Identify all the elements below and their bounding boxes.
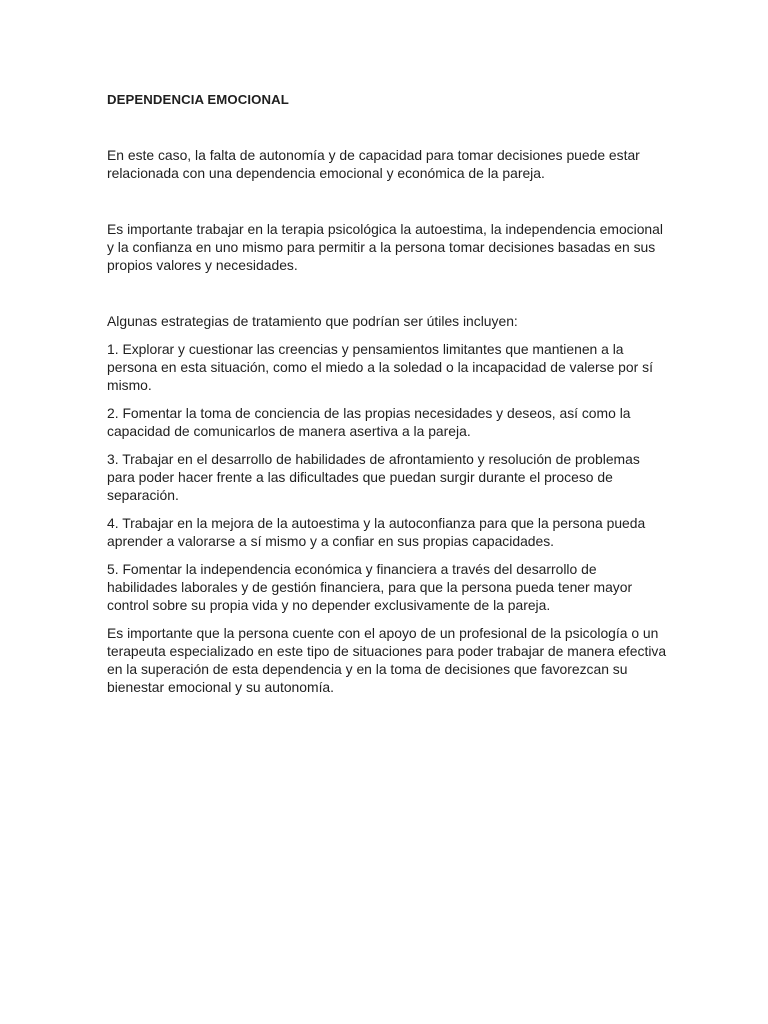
strategy-item-3: 3. Trabajar en el desarrollo de habilidades de afrontamiento y resolución de problemas para poder hacer frente a las dificultades que puedan surgir durante el proceso de separación.	[107, 451, 640, 503]
document-title: DEPENDENCIA EMOCIONAL	[107, 92, 289, 107]
strategy-item-2: 2. Fomentar la toma de conciencia de las propias necesidades y deseos, así como la capacidad de comunicarlos de manera asertiva a la pareja.	[107, 405, 631, 439]
conclusion-paragraph: Es importante que la persona cuente con el apoyo de un profesional de la psicología o un terapeuta especializado en este tipo de situaciones para poder trabajar de manera efectiva en la superación de esta dependencia y en la toma de decisiones que favorezcan su bienestar emocional y su autonomía.	[107, 625, 667, 695]
intro-paragraph: En este caso, la falta de autonomía y de capacidad para tomar decisiones puede estar relacionada con una dependencia emocional y económica de la pareja.	[107, 147, 640, 181]
document-body	[107, 146, 667, 696]
strategy-item-1: 1. Explorar y cuestionar las creencias y pensamientos limitantes que mantienen a la persona en esta situación, como el miedo a la soledad o la incapacidad de valerse por sí mismo.	[107, 341, 653, 393]
strategy-item-4: 4. Trabajar en la mejora de la autoestima y la autoconfianza para que la persona pueda aprender a valorarse a sí mismo y a confiar en sus propias capacidades.	[107, 515, 646, 549]
strategy-item-5: 5. Fomentar la independencia económica y financiera a través del desarrollo de habilidades laborales y de gestión financiera, para que la persona pueda tener mayor control sobre su propia vida y no depender exclusivamente de la pareja.	[107, 561, 633, 613]
therapy-paragraph: Es importante trabajar en la terapia psicológica la autoestima, la independencia emocional y la confianza en uno mismo para permitir a la persona tomar decisiones basadas en sus propios valores y necesidades.	[107, 221, 663, 273]
strategies-intro-paragraph: Algunas estrategias de tratamiento que podrían ser útiles incluyen:	[107, 313, 518, 329]
